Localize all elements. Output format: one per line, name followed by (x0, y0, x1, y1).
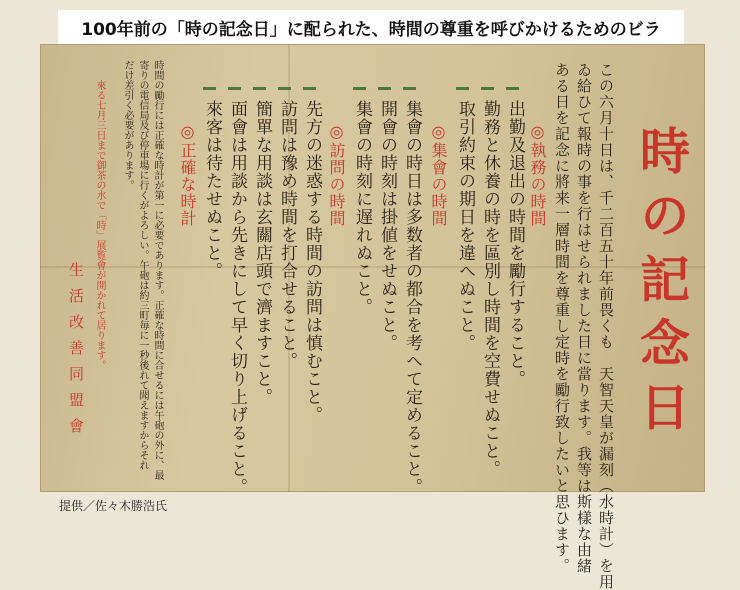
clock-note-line: 時間の勵行には正確な時計が第一に必要であります。正確な時間に合せるには午砲の外に、最 (152, 60, 163, 480)
section-item: 集會の時日は多数者の都合を考へて定めること。 (402, 100, 422, 496)
bullet-dash (278, 87, 291, 90)
section-item: 勤務と休養の時を區別し時間を空費せぬこと。 (480, 100, 500, 478)
poster-title: 時の記念日 (632, 125, 691, 445)
bullet-dash (253, 87, 266, 90)
section-item: 訪問は豫め時間を打合せること。 (277, 100, 297, 370)
section-heading: ◎執務の時間 (528, 122, 547, 227)
bullet-dash (303, 87, 316, 90)
bullet-dash (378, 87, 391, 90)
section-item: 開會の時刻は掛値をせぬこと。 (377, 100, 397, 352)
section-item: 集會の時刻に遅れぬこと。 (352, 100, 372, 316)
bullet-dash (506, 87, 519, 90)
bullet-dash (228, 87, 241, 90)
intro-line: この六月十日は、千二百五十年前畏くも 天智天皇が漏刻（水時計）を用 (597, 62, 615, 590)
section-item: 簡單な用談は玄關店頭で濟ますこと。 (252, 100, 272, 406)
section-item: 先方の迷惑する時間の訪問は慎むこと。 (302, 100, 322, 424)
section-item: 來客は待たせぬこと。 (202, 100, 222, 280)
event-note: 來る七月三日まで御茶の水で「時」展覧會が開かれて居ります。 (94, 80, 105, 370)
section-item: 出勤及退出の時間を勵行すること。 (505, 100, 525, 388)
photo-credit: 提供／佐々木勝浩氏 (59, 499, 168, 513)
section-heading: ◎訪問の時間 (327, 122, 346, 227)
organization-name: 生活改善同盟會 (67, 262, 85, 444)
bullet-dash (403, 87, 416, 90)
bullet-dash (481, 87, 494, 90)
intro-line: ゐ給ひて報時の事を行はせられました日に當ります。我等は斯樣な由緒 (575, 62, 593, 574)
clock-note-line: だけ差引く必要があります。 (122, 60, 133, 190)
section-heading: ◎集會の時間 (429, 122, 448, 227)
section-item: 取引約束の期日を違へぬこと。 (455, 100, 475, 352)
section-heading: ◎正確な時計 (178, 122, 197, 227)
bullet-dash (456, 87, 469, 90)
bullet-dash (203, 87, 216, 90)
image-caption: 100年前の「時の記念日」に配られた、時間の尊重を呼びかけるためのビラ (58, 10, 684, 44)
section-item: 面會は用談から先きにして早く切り上げること。 (227, 100, 247, 496)
bullet-dash (353, 87, 366, 90)
clock-note-line: 寄りの電信局及び停車場に行くがよろしい。午砲は約三町毎に一秒後れて聞えますからそれ (137, 60, 148, 470)
intro-line: ある日を記念に將来一層時間を尊重し定時を勵行致したいと思ひます。 (553, 62, 571, 574)
